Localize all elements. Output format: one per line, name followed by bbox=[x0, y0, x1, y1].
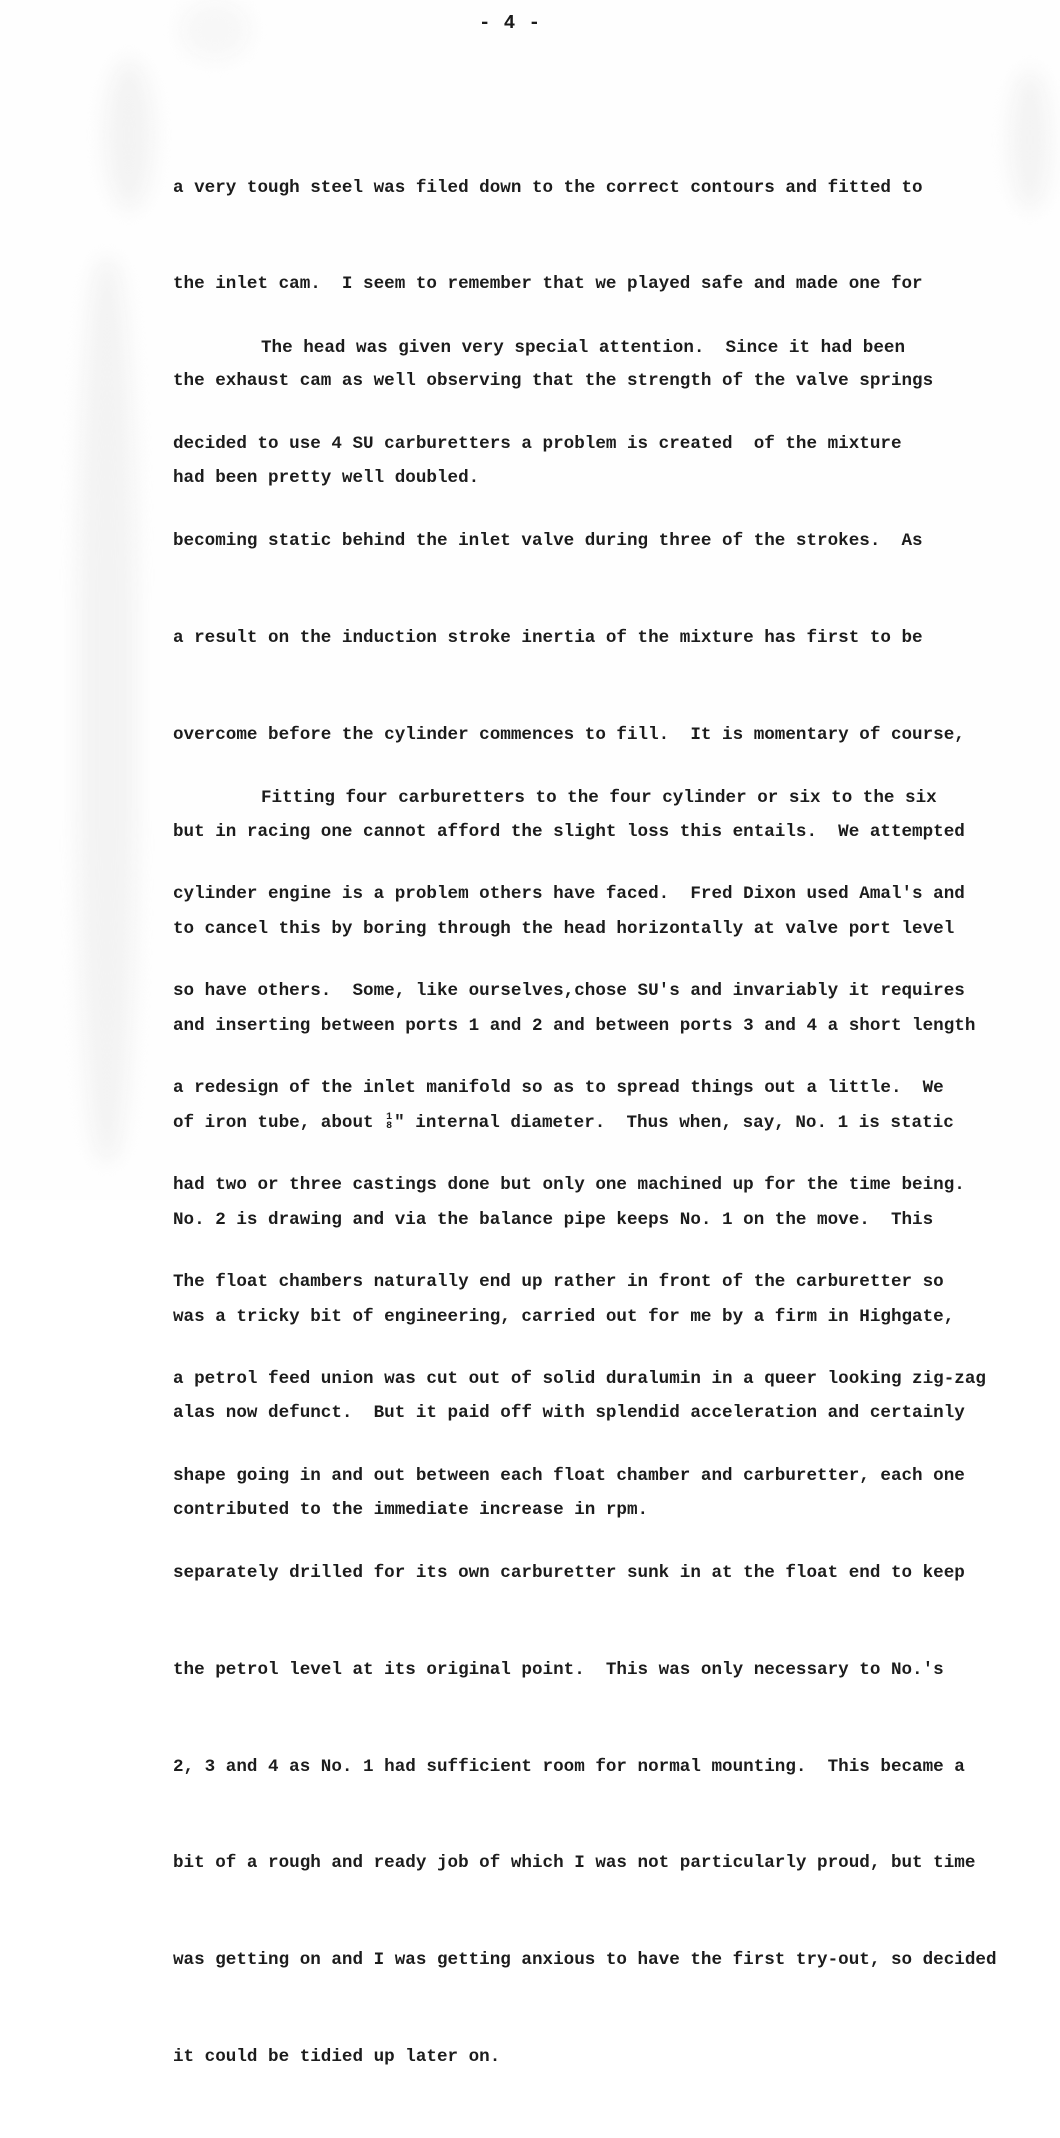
text-line: and inserting between ports 1 and 2 and between ports 3 and 4 a short length bbox=[173, 1015, 976, 1036]
text-line: a very tough steel was filed down to the correct contours and fitted to bbox=[173, 177, 923, 198]
text-line: had been pretty well doubled. bbox=[173, 468, 480, 489]
text-line: No. 2 is drawing and via the balance pipe keeps No. 1 on the move. This bbox=[173, 1209, 934, 1230]
text-line: the exhaust cam as well observing that the strength of the valve springs bbox=[173, 371, 934, 392]
text-line: a petrol feed union was cut out of solid duralumin in a queer looking zig-zag bbox=[173, 1368, 986, 1389]
text-line: becoming static behind the inlet valve during three of the strokes. As bbox=[173, 531, 923, 552]
text-segment: of iron tube, about bbox=[173, 1112, 385, 1133]
paper-smudge bbox=[105, 60, 153, 210]
paper-smudge bbox=[78, 260, 136, 1160]
text-line: it could be tidied up later on. bbox=[173, 2047, 501, 2068]
paragraph-3 bbox=[173, 717, 997, 2138]
text-line: was getting on and I was getting anxious to have the first try-out, so decided bbox=[173, 1950, 997, 1971]
text-line: The float chambers naturally end up rather in front of the carburetter so bbox=[173, 1272, 944, 1293]
text-line: Fitting four carburetters to the four cylinder or six to the six bbox=[261, 787, 937, 808]
text-line: bit of a rough and ready job of which I was not particularly proud, but time bbox=[173, 1853, 976, 1874]
fraction-denominator: 8 bbox=[386, 1121, 393, 1133]
text-line: decided to use 4 SU carburetters a problem is created of the mixture bbox=[173, 434, 902, 455]
text-line: a result on the induction stroke inertia of the mixture has first to be bbox=[173, 628, 923, 649]
text-line: had two or three castings done but only one machined up for the time being. bbox=[173, 1175, 965, 1196]
text-line: so have others. Some, like ourselves,chose SU's and invariably it requires bbox=[173, 981, 965, 1002]
text-line: was a tricky bit of engineering, carried out for me by a firm in Highgate, bbox=[173, 1306, 955, 1327]
text-line: contributed to the immediate increase in rpm. bbox=[173, 1500, 649, 1521]
text-line: cylinder engine is a problem others have faced. Fred Dixon used Amal's and bbox=[173, 884, 965, 905]
text-line: to cancel this by boring through the head horizontally at valve port level bbox=[173, 918, 955, 939]
fraction-numerator: 1 bbox=[386, 1112, 393, 1124]
text-line: separately drilled for its own carburetter sunk in at the float end to keep bbox=[173, 1562, 965, 1583]
text-line: shape going in and out between each float chamber and carburetter, each one bbox=[173, 1465, 965, 1486]
paper-smudge bbox=[180, 0, 250, 60]
text-line: alas now defunct. But it paid off with splendid acceleration and certainly bbox=[173, 1403, 965, 1424]
text-line: the petrol level at its original point. This was only necessary to No.'s bbox=[173, 1659, 944, 1680]
text-line: 2, 3 and 4 as No. 1 had sufficient room for normal mounting. This became a bbox=[173, 1756, 965, 1777]
paper-smudge bbox=[1010, 70, 1050, 210]
page-number: - 4 - bbox=[478, 12, 541, 34]
text-line: a redesign of the inlet manifold so as to spread things out a little. We bbox=[173, 1078, 944, 1099]
text-line: but in racing one cannot afford the slight loss this entails. We attempted bbox=[173, 822, 965, 843]
text-segment: internal diameter. Thus when, say, No. 1 is static bbox=[404, 1112, 954, 1133]
text-line: The head was given very special attention. Since it had been bbox=[261, 337, 906, 358]
text-line: overcome before the cylinder commences to fill. It is momentary of course, bbox=[173, 725, 965, 746]
inch-mark: " bbox=[394, 1112, 405, 1133]
text-line: the inlet cam. I seem to remember that we played safe and made one for bbox=[173, 274, 923, 295]
